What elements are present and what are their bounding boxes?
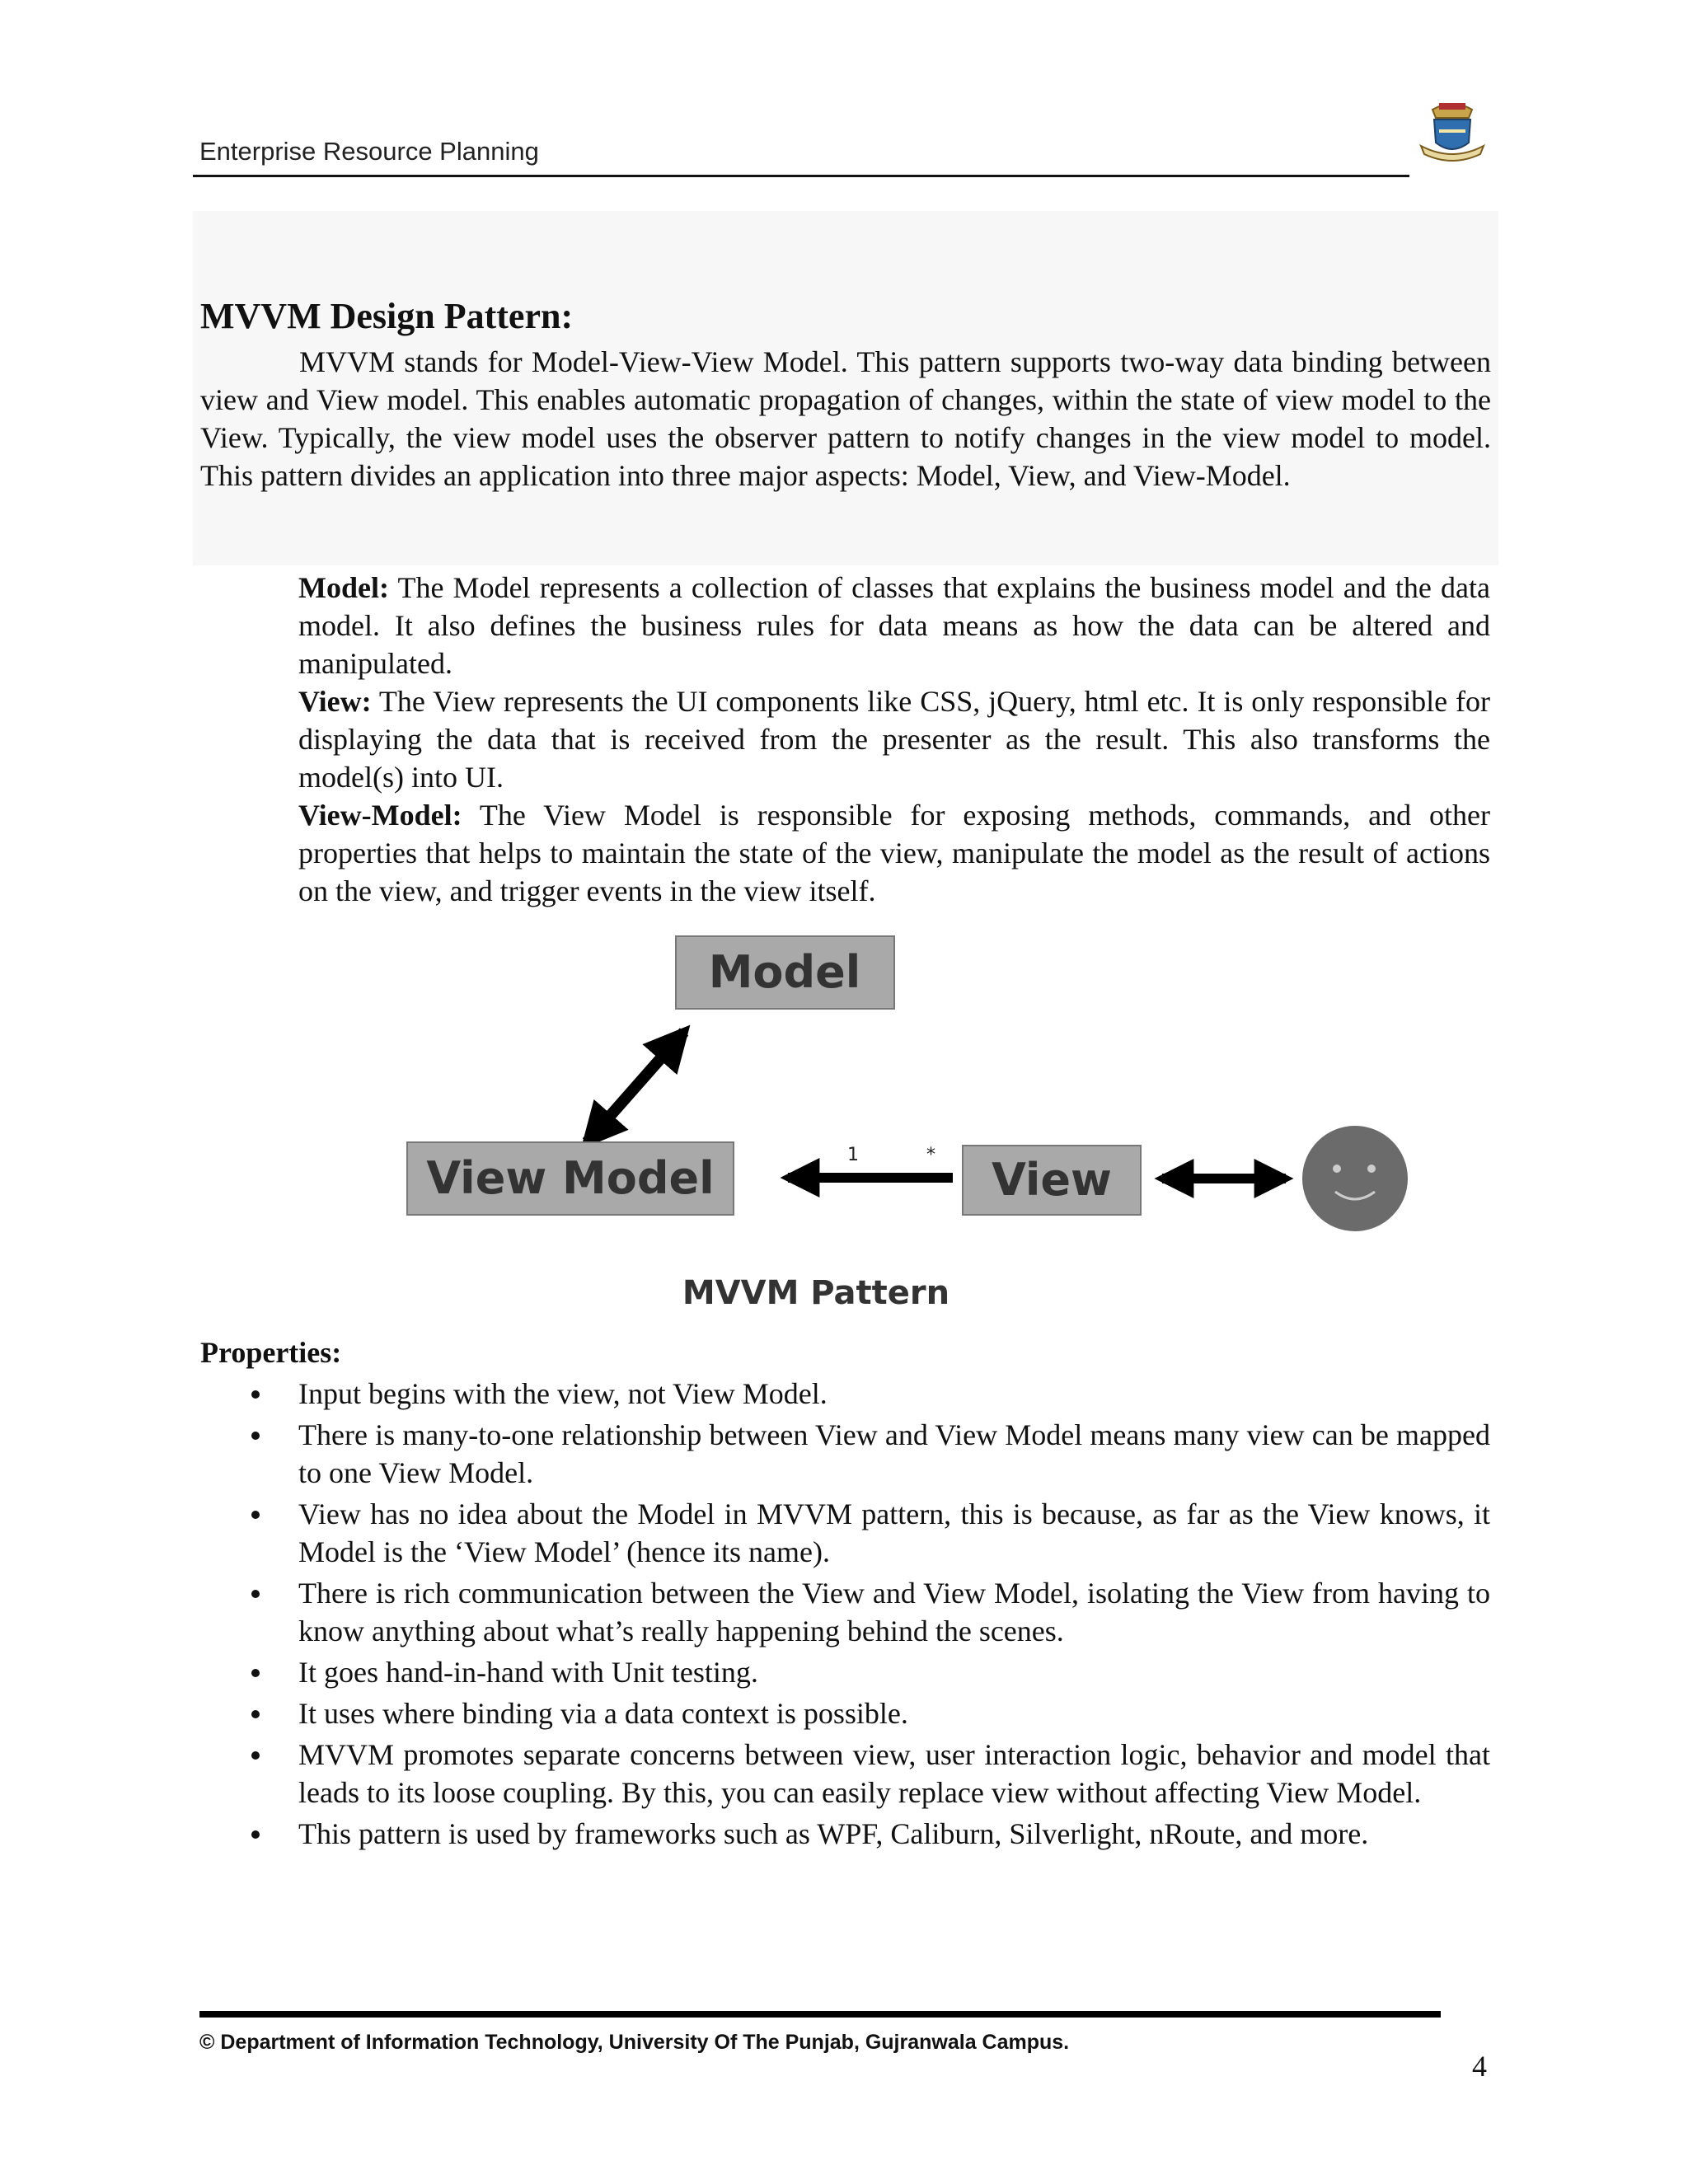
diagram-caption: MVVM Pattern [682,1274,950,1312]
smiley-face-icon [1302,1126,1408,1231]
list-item: View has no idea about the Model in MVVM pattern, this is because, as far as the View knows, it Model is the ‘View Model’ (hence its name). [298,1495,1490,1571]
footer-divider [199,2011,1441,2018]
definition-term: View: [298,685,372,718]
list-item: It goes hand-in-hand with Unit testing. [298,1653,1490,1691]
view-box [963,1146,1141,1215]
list-item: There is many-to-one relationship between View and View Model means many view can be mapped to one View Model. [298,1416,1490,1492]
list-item: There is rich communication between the View and View Model, isolating the View from having to know anything about what’s really happening behind the scenes. [298,1574,1490,1650]
definitions-list [298,569,1490,910]
mvvm-diagram [396,931,1426,1319]
model-viewmodel-arrow [587,1032,684,1142]
model-box [676,936,894,1009]
header-title: Enterprise Resource Planning [199,137,539,166]
properties-title: Properties: [200,1336,342,1369]
header-divider [193,175,1409,177]
definition-text: The View represents the UI components like CSS, jQuery, html etc. It is only responsible for displaying the data that is received from the presenter as the result. This also transforms the model(s) into UI. [298,685,1490,794]
view-model-box [407,1142,734,1215]
view-model-label: View Model [426,1152,715,1204]
definition-model [298,569,1490,682]
multiplicity-many: * [926,1145,935,1165]
definition-text: The View Model is responsible for exposing methods, commands, and other properties that helps to maintain the state of the view, manipulate the model as the result of actions on the view, and trigger events in the view itself. [298,799,1490,907]
list-item: Input begins with the view, not View Model. [298,1375,1490,1413]
footer-copyright: © Department of Information Technology, University Of The Punjab, Gujranwala Campus. [199,2031,1070,2054]
definition-term: View-Model: [298,799,462,832]
list-item: This pattern is used by frameworks such as WPF, Caliburn, Silverlight, nRoute, and more. [298,1815,1490,1853]
list-item: It uses where binding via a data context is possible. [298,1694,1490,1732]
page-number: 4 [1472,2050,1487,2083]
multiplicity-one: 1 [847,1145,859,1165]
university-crest-icon [1414,95,1490,166]
view-label: View [992,1154,1112,1206]
properties-list [298,1375,1490,1856]
list-item: MVVM promotes separate concerns between view, user interaction logic, behavior and model that leads to its loose coupling. By this, you can easily replace view without affecting View Model. [298,1736,1490,1811]
definition-term: Model: [298,571,389,604]
intro-paragraph: MVVM stands for Model-View-View Model. This pattern supports two-way data binding between view and View model. This enables automatic propagation of changes, within the state of view model to the View. Typically, the view model uses the observer pattern to notify changes in the view model to model. This pattern divides an application into three major aspects: Model, View, and View-Model. [200,345,1491,492]
definition-view [298,682,1490,796]
definition-view-model [298,796,1490,910]
model-label: Model [708,946,861,998]
definition-text: The Model represents a collection of classes that explains the business model and the data model. It also defines the business rules for data means as how the data can be altered and manipulated. [298,571,1490,680]
section-title: MVVM Design Pattern: [200,296,574,336]
